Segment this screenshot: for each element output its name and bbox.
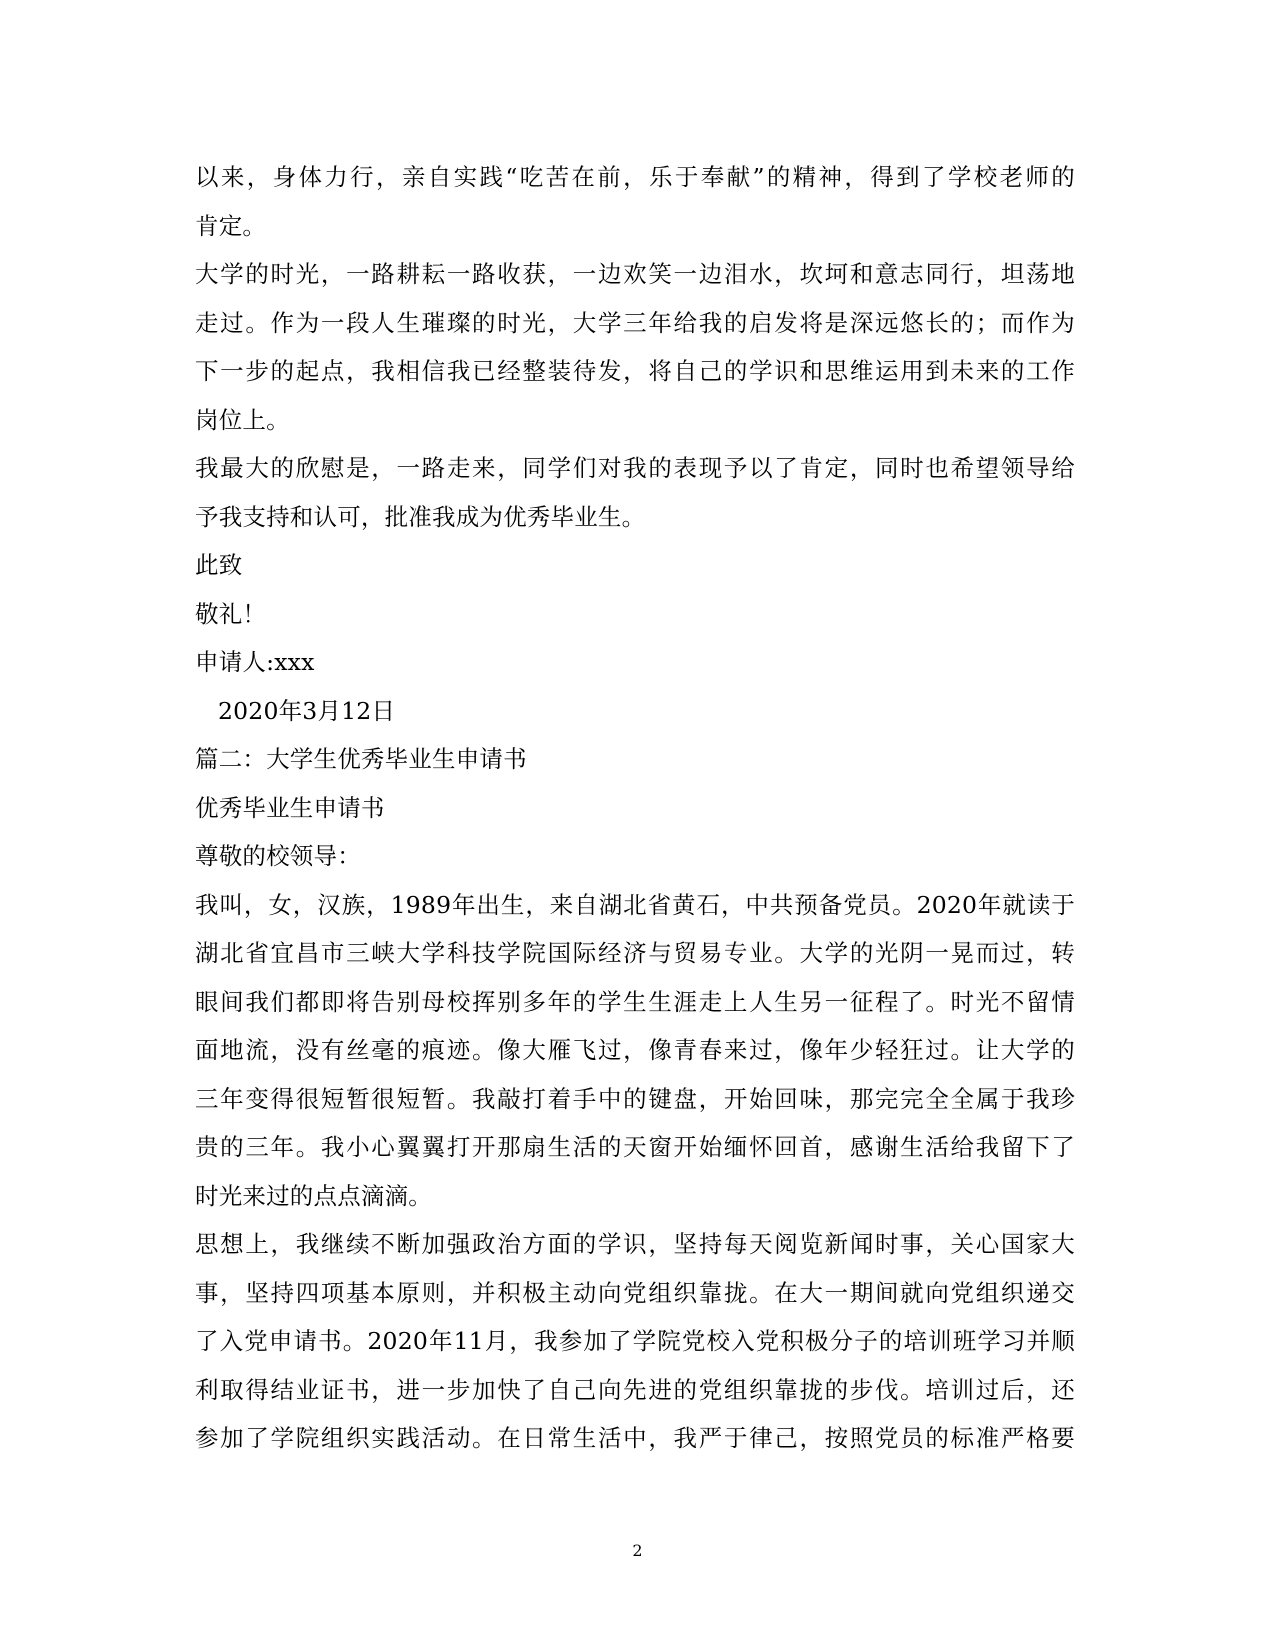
text-line: 下一步的起点，我相信我已经整装待发，将自己的学识和思维运用到未来的工作 <box>195 357 1075 385</box>
text-line: 参加了学院组织实践活动。在日常生活中，我严于律己，按照党员的标准严格要 <box>195 1424 1075 1452</box>
text-line: 利取得结业证书，进一步加快了自己向先进的党组织靠拢的步伐。培训过后，还 <box>195 1375 1075 1404</box>
closing-salutation: 此致 <box>195 551 243 579</box>
text-line: 岗位上。 <box>195 405 290 434</box>
applicant-signature: 申请人:xxx <box>195 648 315 676</box>
text-line: 眼间我们都即将告别母校挥别多年的学生生涯走上人生另一征程了。时光不留情 <box>195 987 1075 1016</box>
text-line: 大学的时光，一路耕耘一路收获，一边欢笑一边泪水，坎坷和意志同行，坦荡地 <box>195 260 1075 288</box>
page-number: 2 <box>632 1541 643 1560</box>
text-line: 事，坚持四项基本原则，并积极主动向党组织靠拢。在大一期间就向党组织递交 <box>195 1278 1075 1307</box>
document-body <box>195 153 1075 1463</box>
text-line: 思想上，我继续不断加强政治方面的学识，坚持每天阅览新闻时事，关心国家大 <box>195 1230 1075 1258</box>
letter-title: 优秀毕业生申请书 <box>195 793 385 822</box>
text-line: 予我支持和认可，批准我成为优秀毕业生。 <box>195 502 646 531</box>
text-line: 了入党申请书。2020年11月，我参加了学院党校入党积极分子的培训班学习并顺 <box>195 1327 1075 1355</box>
text-line: 走过。作为一段人生璀璨的时光，大学三年给我的启发将是深远悠长的；而作为 <box>195 308 1075 337</box>
text-line: 我最大的欣慰是，一路走来，同学们对我的表现予以了肯定，同时也希望领导给 <box>195 454 1075 482</box>
closing-regards: 敬礼！ <box>195 599 267 628</box>
text-line: 时光来过的点点滴滴。 <box>195 1181 432 1210</box>
text-line: 我叫，女，汉族，1989年出生，来自湖北省黄石，中共预备党员。2020年就读于 <box>195 890 1075 919</box>
text-line: 面地流，没有丝毫的痕迹。像大雁飞过，像青春来过，像年少轻狂过。让大学的 <box>195 1036 1075 1064</box>
section-heading: 篇二：大学生优秀毕业生申请书 <box>195 745 527 773</box>
text-line: 以来，身体力行，亲自实践“吃苦在前，乐于奉献”的精神，得到了学校老师的 <box>195 163 1075 191</box>
text-line: 肯定。 <box>195 211 267 240</box>
letter-greeting: 尊敬的校领导： <box>195 842 361 870</box>
text-line: 湖北省宜昌市三峡大学科技学院国际经济与贸易专业。大学的光阴一晃而过，转 <box>195 939 1075 967</box>
letter-date: 2020年3月12日 <box>218 696 396 725</box>
text-line: 贵的三年。我小心翼翼打开那扇生活的天窗开始缅怀回首，感谢生活给我留下了 <box>195 1133 1075 1161</box>
text-line: 三年变得很短暂很短暂。我敲打着手中的键盘，开始回味，那完完全全属于我珍 <box>195 1084 1075 1113</box>
